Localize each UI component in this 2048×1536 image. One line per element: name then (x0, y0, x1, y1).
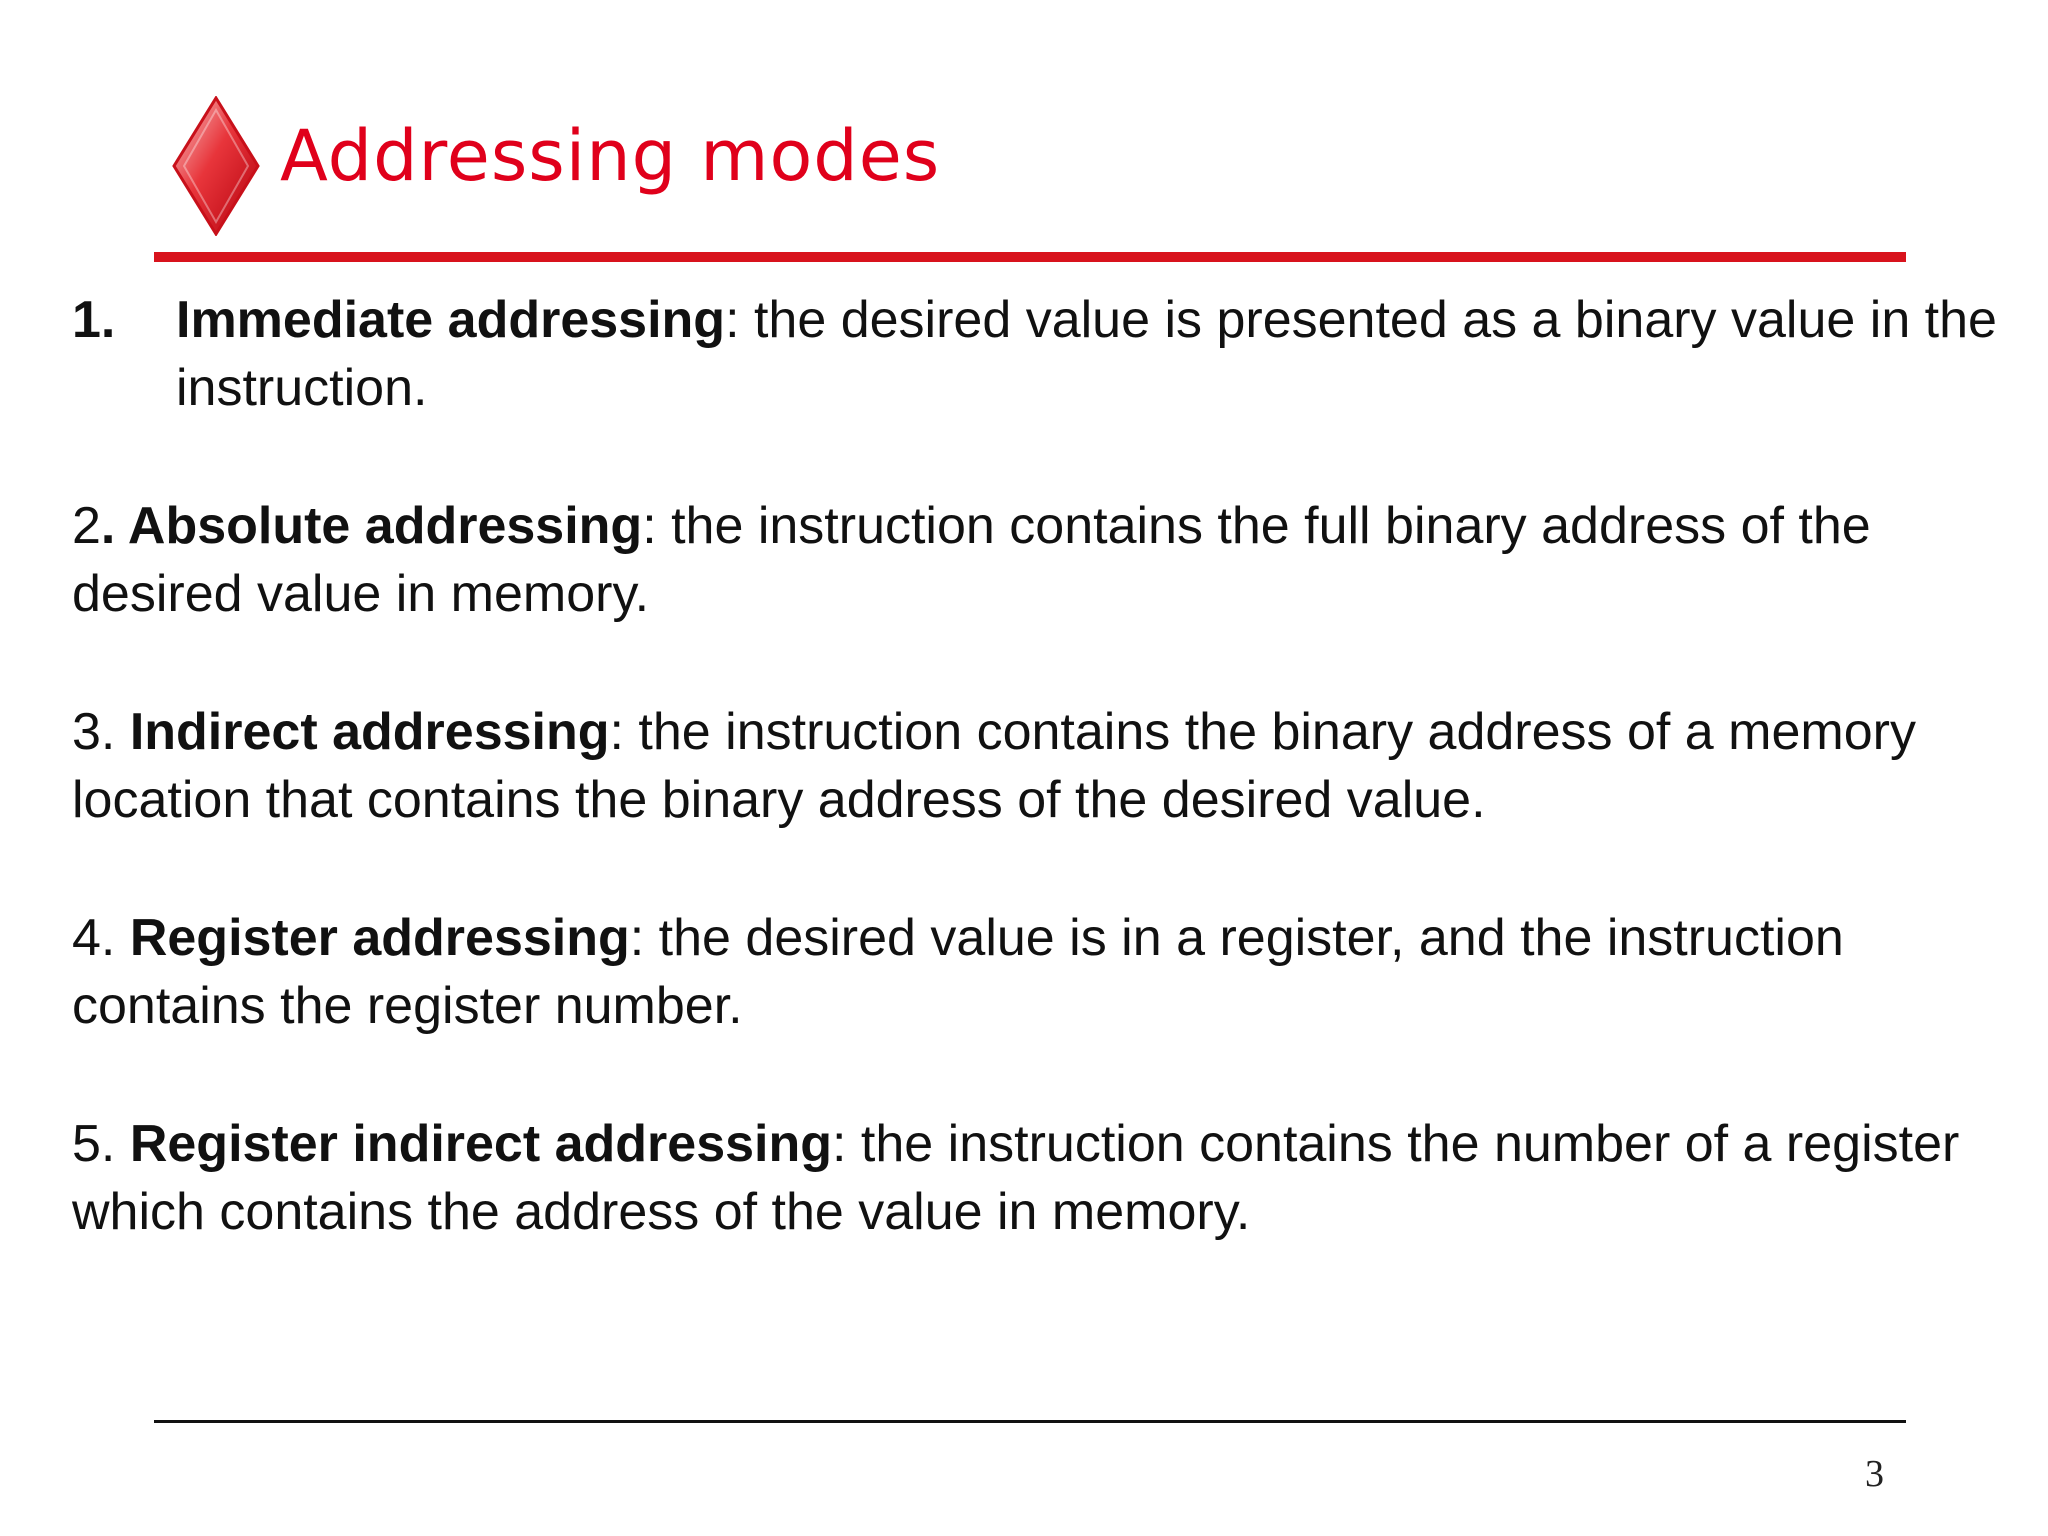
list-item-register-indirect (72, 1110, 2032, 1246)
item-term: Register indirect addressing (129, 1115, 833, 1173)
footer-divider (154, 1420, 1906, 1423)
list-item-register (72, 904, 2032, 1040)
list-item-immediate (72, 286, 2032, 422)
item-number: 4. (72, 909, 130, 967)
list-item-absolute (72, 492, 2032, 628)
item-number: 2 (72, 497, 101, 555)
item-number: 1. (72, 291, 116, 349)
list-item-indirect (72, 698, 2032, 834)
item-text: : the instruction contains the number of a register which contains the address of the value in memory. (72, 1115, 1960, 1241)
item-text: : the instruction contains the full binary address of the desired value in memory. (72, 497, 1871, 623)
page-number: 3 (1865, 1453, 1884, 1495)
item-text: : the instruction contains the binary address of a memory location that contains the binary address of the desired value. (72, 703, 1916, 829)
item-term: Register addressing (129, 909, 630, 967)
item-term: . Absolute addressing (100, 497, 643, 555)
item-body (176, 286, 2032, 422)
item-term: Indirect addressing (129, 703, 610, 761)
item-number: 5. (72, 1115, 130, 1173)
page-title: Addressing modes (280, 115, 941, 197)
item-term: Immediate addressing (176, 291, 726, 349)
red-diamond-icon (172, 96, 260, 236)
title-divider (154, 252, 1906, 262)
item-text: : the desired value is presented as a binary value in the instruction. (176, 291, 1997, 417)
item-text: : the desired value is in a register, and the instruction contains the register number. (72, 909, 1844, 1035)
item-number: 3. (72, 703, 130, 761)
addressing-modes-list (72, 286, 2032, 1316)
